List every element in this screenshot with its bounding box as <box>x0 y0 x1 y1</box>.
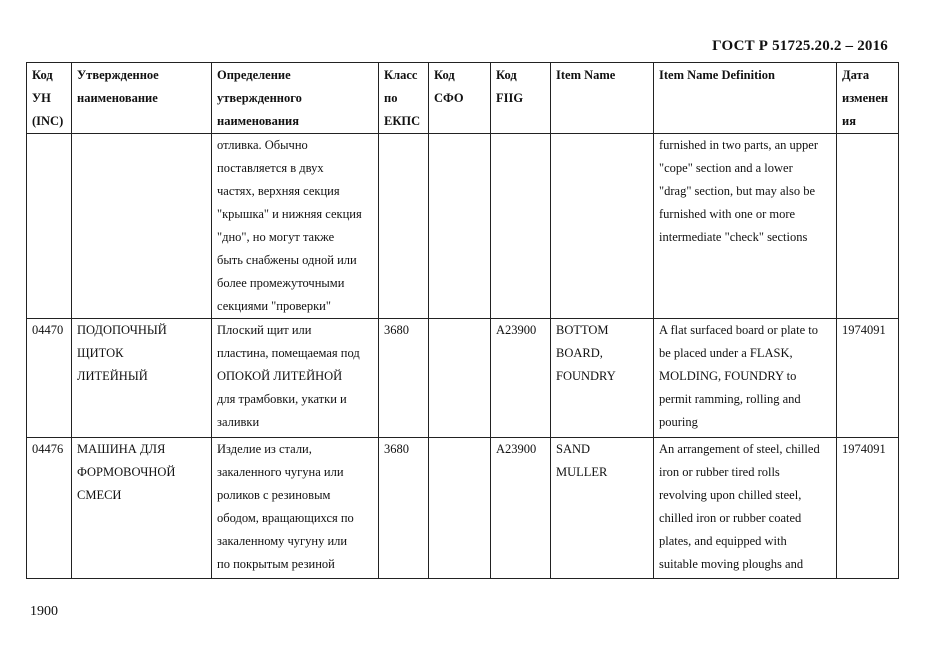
cell-fiig-code <box>491 134 551 319</box>
col-header-class: Класс по ЕКПС <box>379 63 429 134</box>
cell-code: 04470 <box>27 319 72 438</box>
table-row <box>27 438 899 579</box>
cell-item-definition: furnished in two parts, an upper "cope" section and a lower "drag" section, but may also be furnished with one or more intermediate "check" sections <box>654 134 837 319</box>
table-header-row <box>27 63 899 134</box>
cell-definition: Плоский щит или пластина, помещаемая под ОПОКОЙ ЛИТЕЙНОЙ для трамбовки, укатки и заливки <box>212 319 379 438</box>
cell-approved-name: ПОДОПОЧНЫЙ ЩИТОК ЛИТЕЙНЫЙ <box>72 319 212 438</box>
col-header-fiig-code: Код FIIG <box>491 63 551 134</box>
col-header-code: Код УН (INC) <box>27 63 72 134</box>
cell-item-name: BOTTOM BOARD, FOUNDRY <box>551 319 654 438</box>
cell-class: 3680 <box>379 319 429 438</box>
cell-fiig-code: A23900 <box>491 438 551 579</box>
cell-definition: Изделие из стали, закаленного чугуна или роликов с резиновым ободом, вращающихся по закаленному чугуну или по покрытым резиной <box>212 438 379 579</box>
cell-sfo-code <box>429 438 491 579</box>
cell-item-definition: A flat surfaced board or plate to be placed under a FLASK, MOLDING, FOUNDRY to permit ramming, rolling and pouring <box>654 319 837 438</box>
item-name-registry-table <box>26 62 899 579</box>
cell-sfo-code <box>429 319 491 438</box>
cell-class <box>379 134 429 319</box>
cell-code <box>27 134 72 319</box>
cell-item-name <box>551 134 654 319</box>
page-number: 1900 <box>30 604 58 619</box>
cell-item-definition: An arrangement of steel, chilled iron or rubber tired rolls revolving upon chilled steel, chilled iron or rubber coated plates, and equipped with suitable moving ploughs and <box>654 438 837 579</box>
table-row <box>27 319 899 438</box>
table-row-continuation <box>27 134 899 319</box>
cell-approved-name <box>72 134 212 319</box>
document-standard-header: ГОСТ Р 51725.20.2 – 2016 <box>712 38 888 54</box>
cell-sfo-code <box>429 134 491 319</box>
col-header-change-date: Дата изменен ия <box>837 63 899 134</box>
cell-change-date <box>837 134 899 319</box>
cell-change-date: 1974091 <box>837 319 899 438</box>
col-header-item-definition: Item Name Definition <box>654 63 837 134</box>
cell-class: 3680 <box>379 438 429 579</box>
cell-item-name: SAND MULLER <box>551 438 654 579</box>
col-header-item-name: Item Name <box>551 63 654 134</box>
col-header-approved-name: Утвержденное наименование <box>72 63 212 134</box>
col-header-definition: Определение утвержденного наименования <box>212 63 379 134</box>
col-header-sfo-code: Код СФО <box>429 63 491 134</box>
cell-approved-name: МАШИНА ДЛЯ ФОРМОВОЧНОЙ СМЕСИ <box>72 438 212 579</box>
cell-fiig-code: A23900 <box>491 319 551 438</box>
cell-definition: отливка. Обычно поставляется в двух частях, верхняя секция "крышка" и нижняя секция "дно", но могут также быть снабжены одной или более промежуточными секциями "проверки" <box>212 134 379 319</box>
cell-code: 04476 <box>27 438 72 579</box>
cell-change-date: 1974091 <box>837 438 899 579</box>
